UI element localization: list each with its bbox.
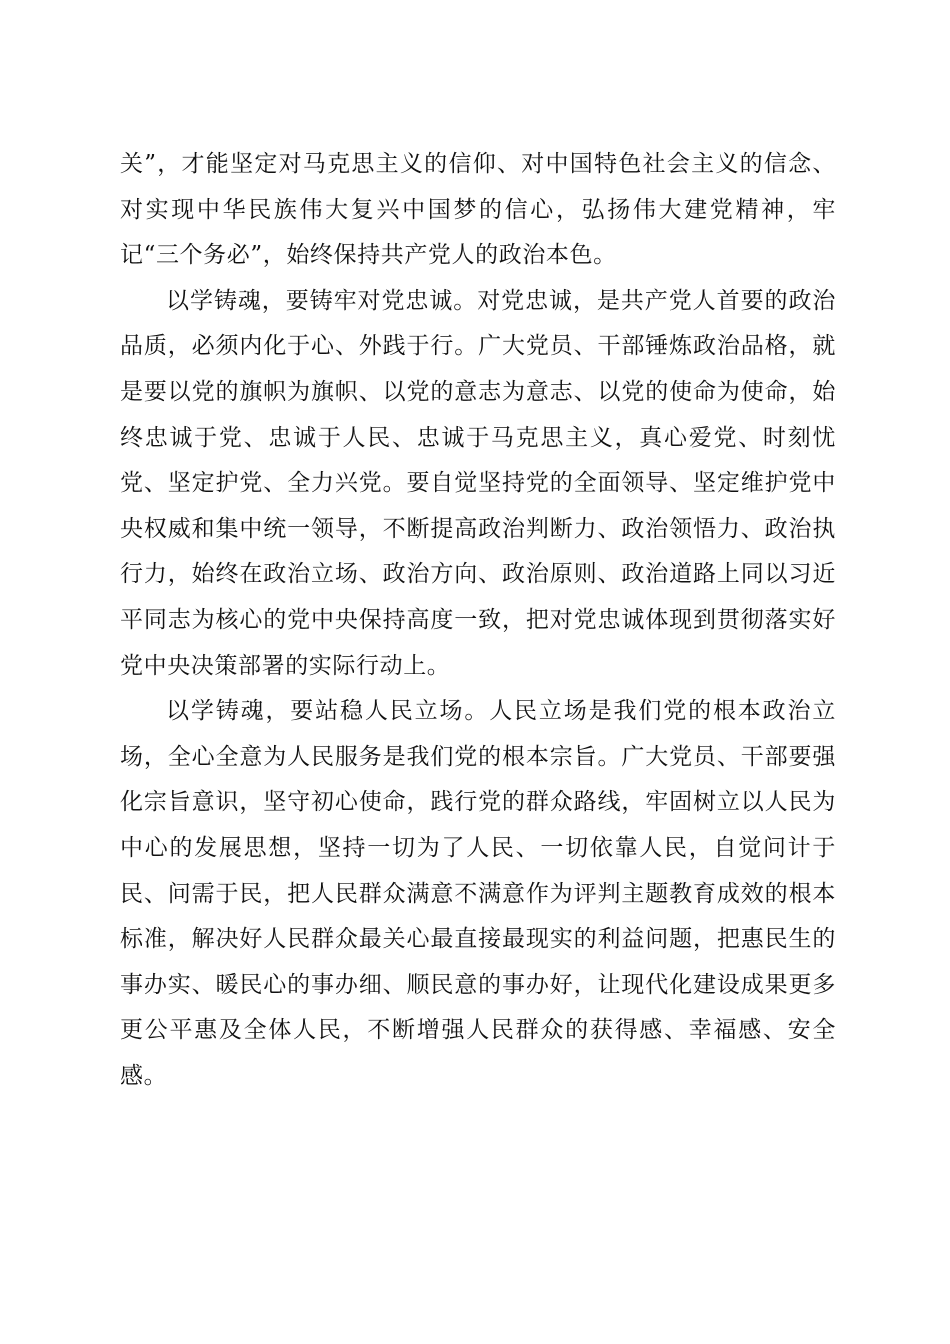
paragraph-party-loyalty: 以学铸魂，要铸牢对党忠诚。对党忠诚，是共产党人首要的政治品质，必须内化于心、外践于行。广大党员、干部锤炼政治品格，就是要以党的旗帜为旗帜、以党的意志为意志、以党的使命为使命，始终忠诚于党、忠诚于人民、忠诚于马克思主义，真心爱党、时刻忧党、坚定护党、全力兴党。要自觉坚持党的全面领导、坚定维护党中央权威和集中统一领导，不断提高政治判断力、政治领悟力、政治执行力，始终在政治立场、政治方向、政治原则、政治道路上同以习近平同志为核心的党中央保持高度一致，把对党忠诚体现到贯彻落实好党中央决策部署的实际行动上。: [120, 287, 836, 679]
paragraph-people-stance: 以学铸魂，要站稳人民立场。人民立场是我们党的根本政治立场，全心全意为人民服务是我们党的根本宗旨。广大党员、干部要强化宗旨意识，坚守初心使命，践行党的群众路线，牢固树立以人民为中心的发展思想，坚持一切为了人民、一切依靠人民，自觉问计于民、问需于民，把人民群众满意不满意作为评判主题教育成效的根本标准，解决好人民群众最关心最直接最现实的利益问题，把惠民生的事办实、暖民心的事办细、顺民意的事办好，让现代化建设成果更多更公平惠及全体人民，不断增强人民群众的获得感、幸福感、安全感。: [120, 698, 836, 1089]
paragraph-continuation: 关”，才能坚定对马克思主义的信仰、对中国特色社会主义的信念、对实现中华民族伟大复兴中国梦的信心，弘扬伟大建党精神，牢记“三个务必”，始终保持共产党人的政治本色。: [120, 151, 836, 269]
document-body: [120, 142, 836, 1099]
